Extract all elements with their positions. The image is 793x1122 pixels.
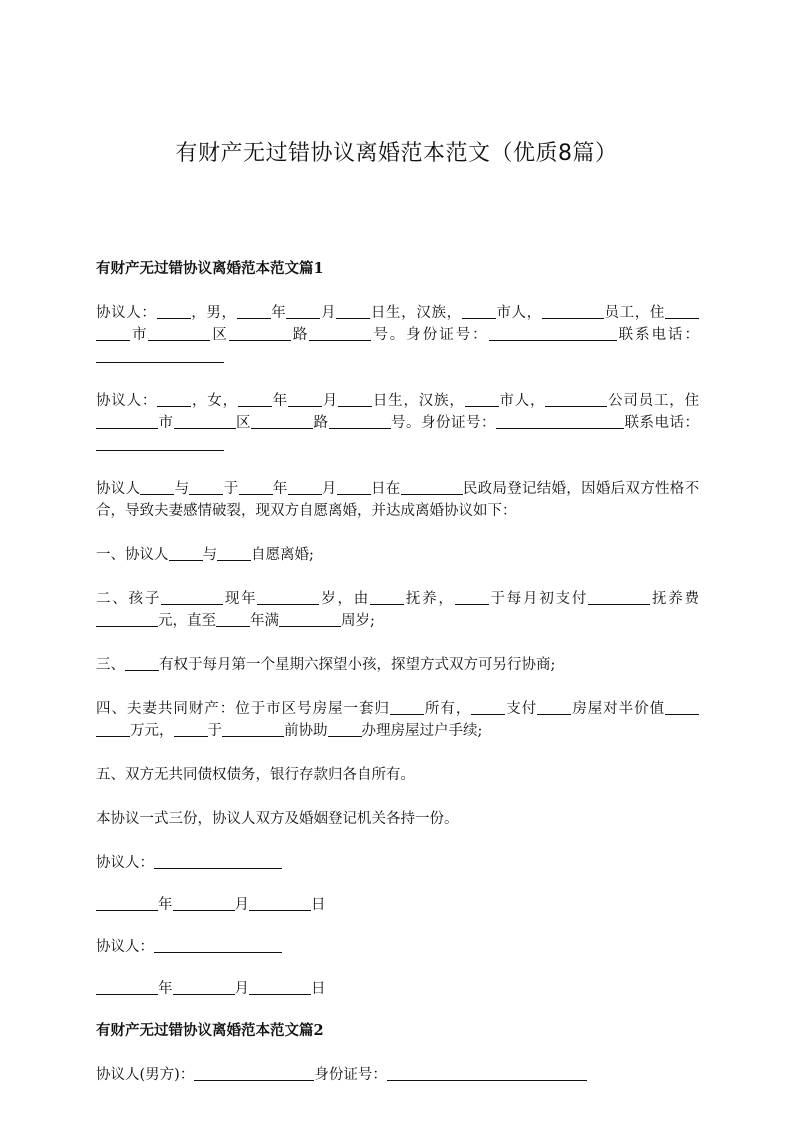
- blank-line: [537, 699, 571, 715]
- blank-line: [390, 699, 424, 715]
- blank-line: [471, 699, 505, 715]
- text-span: 市: [130, 327, 149, 343]
- blank-line: [174, 413, 236, 429]
- text-span: 抚养，: [404, 591, 455, 607]
- blank-line: [96, 979, 158, 995]
- blank-line: [288, 391, 322, 407]
- blank-line: [455, 589, 489, 605]
- party-female-paragraph: [96, 390, 699, 456]
- blank-line: [542, 303, 604, 319]
- text-span: 号。身份证号：: [371, 327, 489, 343]
- text-span: 元，直至: [158, 613, 216, 629]
- text-span: 月: [321, 393, 339, 409]
- blank-line: [96, 611, 158, 627]
- text-span: 市人，: [498, 393, 546, 409]
- text-span: 路: [290, 327, 310, 343]
- text-span: 年: [158, 981, 173, 997]
- text-span: 区: [210, 327, 229, 343]
- blank-line: [217, 545, 251, 561]
- text-span: 路: [313, 415, 329, 431]
- text-span: 日: [311, 981, 326, 997]
- text-span: 于每月初支付: [488, 591, 589, 607]
- text-span: 四、夫妻共同财产：位于市区号房屋一套归: [96, 701, 390, 717]
- blank-line: [216, 611, 250, 627]
- text-span: 月: [320, 305, 337, 321]
- blank-line: [279, 611, 341, 627]
- blank-line: [337, 479, 371, 495]
- text-span: 万元，: [130, 723, 174, 739]
- text-span: 支付: [505, 701, 538, 717]
- text-span: 员工，住: [603, 305, 666, 321]
- blank-line: [222, 721, 284, 737]
- text-span: 协议人：: [96, 939, 154, 955]
- marriage-info-paragraph: [96, 478, 699, 522]
- blank-line: [96, 895, 158, 911]
- text-span: 与: [174, 481, 190, 497]
- blank-line: [465, 391, 499, 407]
- document-title: 有财产无过错协议离婚范本范文（优质8篇）: [175, 141, 618, 166]
- blank-line: [238, 391, 272, 407]
- text-span: 联系电话：: [624, 415, 699, 431]
- blank-line: [96, 347, 224, 363]
- copies-paragraph: 本协议一式三份，协议人双方及婚姻登记机关各持一份。: [96, 811, 459, 827]
- text-span: 年: [272, 481, 288, 497]
- blank-line: [257, 589, 319, 605]
- blank-line: [189, 479, 223, 495]
- text-span: ，男，: [190, 305, 237, 321]
- text-span: 月: [321, 481, 337, 497]
- text-span: 月: [234, 897, 249, 913]
- blank-line: [328, 721, 362, 737]
- text-span: 所有，: [423, 701, 472, 717]
- text-span: 协议人：: [96, 305, 157, 321]
- blank-line: [401, 479, 463, 495]
- blank-line: [329, 413, 391, 429]
- text-span: 与: [202, 547, 217, 563]
- text-span: 办理房屋过户手续;: [361, 723, 483, 739]
- text-span: 抚养费: [650, 591, 700, 607]
- text-span: 协议人: [96, 481, 141, 497]
- blank-line: [588, 589, 650, 605]
- text-span: 市人，: [495, 305, 542, 321]
- text-span: ，女，: [191, 393, 238, 409]
- text-span: 协议人：: [96, 393, 158, 409]
- text-span: 日在: [370, 481, 401, 497]
- blank-line: [96, 413, 158, 429]
- clause-5: 五、双方无共同债权债务，银行存款归各自所有。: [96, 767, 415, 783]
- text-span: 前协助: [284, 723, 328, 739]
- blank-line: [96, 435, 224, 451]
- blank-line: [154, 937, 282, 953]
- blank-line: [249, 979, 311, 995]
- blank-line: [239, 479, 273, 495]
- text-span: 日: [311, 897, 326, 913]
- blank-line: [251, 413, 313, 429]
- blank-line: [125, 655, 159, 671]
- signature-line-2: [96, 936, 699, 958]
- blank-line: [288, 479, 322, 495]
- text-span: 于: [223, 481, 239, 497]
- section-heading-2: 有财产无过错协议离婚范本范文篇2: [96, 1022, 324, 1039]
- text-span: 年: [270, 305, 287, 321]
- blank-line: [387, 1065, 587, 1081]
- blank-line: [174, 721, 208, 737]
- text-span: 于: [207, 723, 222, 739]
- text-span: 日生，汉族，: [372, 393, 465, 409]
- text-span: 市: [158, 415, 174, 431]
- blank-line: [229, 325, 291, 341]
- blank-line: [309, 325, 371, 341]
- text-span: 有权于每月第一个星期六探望小孩，探望方式双方可另行协商;: [159, 657, 556, 673]
- blank-line: [140, 479, 174, 495]
- text-span: 民政局登记结婚，因婚后双方性格不合，导致夫妻感情破裂，现双方自愿离婚，并达成离婚协议如下：: [96, 481, 700, 519]
- blank-line: [496, 413, 624, 429]
- text-span: 协议人(男方)：: [96, 1067, 195, 1083]
- text-span: 日生，汉族，: [370, 305, 462, 321]
- text-span: 区: [235, 415, 251, 431]
- blank-line: [173, 895, 235, 911]
- blank-line: [161, 589, 223, 605]
- text-span: 自愿离婚;: [251, 547, 314, 563]
- blank-line: [173, 979, 235, 995]
- blank-line: [370, 589, 404, 605]
- blank-line: [194, 1065, 314, 1081]
- text-span: 身份证号：: [314, 1067, 387, 1083]
- clause-2: [96, 588, 699, 632]
- signature-line-1: [96, 852, 699, 874]
- section-heading-1: 有财产无过错协议离婚范本范文篇1: [96, 260, 324, 277]
- text-span: 年: [158, 897, 173, 913]
- party-male-id-paragraph: [96, 1064, 699, 1086]
- text-span: 联系电话：: [616, 327, 700, 343]
- blank-line: [286, 303, 320, 319]
- blank-line: [237, 303, 271, 319]
- blank-line: [249, 895, 311, 911]
- blank-line: [96, 721, 130, 737]
- blank-line: [154, 853, 282, 869]
- text-span: 周岁;: [341, 613, 375, 629]
- text-span: 房屋对半价值: [571, 701, 666, 717]
- text-span: 一、协议人: [96, 547, 169, 563]
- text-span: 年满: [250, 613, 279, 629]
- blank-line: [489, 325, 617, 341]
- clause-1: [96, 544, 699, 566]
- date-line-2: [96, 978, 699, 1000]
- blank-line: [157, 303, 191, 319]
- blank-line: [148, 325, 210, 341]
- text-span: 协议人：: [96, 855, 154, 871]
- date-line-1: [96, 894, 699, 916]
- blank-line: [96, 325, 130, 341]
- text-span: 岁，由: [319, 591, 371, 607]
- text-span: 号。身份证号：: [390, 415, 496, 431]
- text-span: 现年: [223, 591, 258, 607]
- text-span: 二、孩子: [96, 591, 162, 607]
- text-span: 三、: [96, 657, 125, 673]
- clause-3: [96, 654, 699, 676]
- blank-line: [338, 391, 372, 407]
- document-body: [96, 258, 699, 1108]
- blank-line: [665, 303, 699, 319]
- text-span: 月: [234, 981, 249, 997]
- blank-line: [169, 545, 203, 561]
- blank-line: [157, 391, 191, 407]
- text-span: 年: [271, 393, 288, 409]
- text-span: 公司员工，住: [607, 393, 700, 409]
- clause-4: [96, 698, 699, 742]
- party-male-paragraph: [96, 302, 699, 368]
- blank-line: [665, 699, 699, 715]
- blank-line: [336, 303, 370, 319]
- blank-line: [462, 303, 496, 319]
- blank-line: [545, 391, 607, 407]
